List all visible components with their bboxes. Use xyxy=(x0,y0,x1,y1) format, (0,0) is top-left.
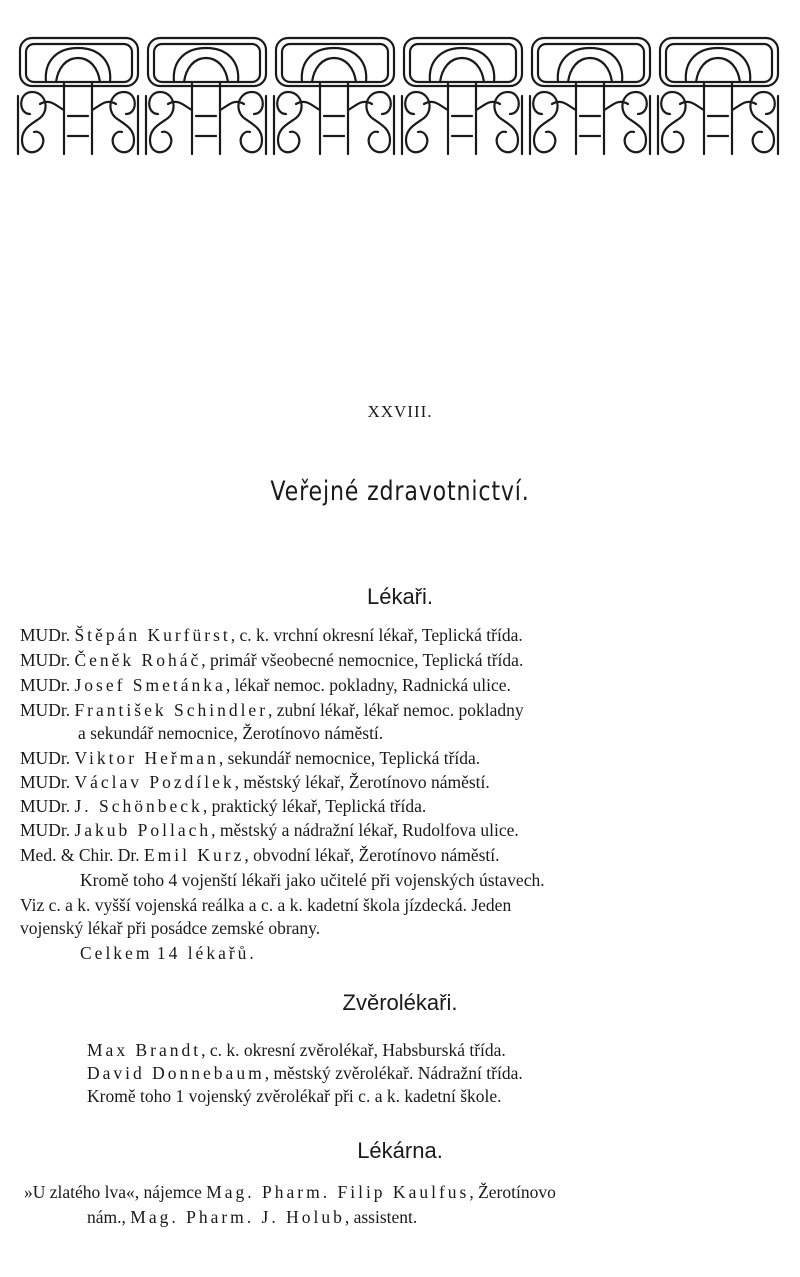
note-line: vojenský lékař při posádce zemské obrany. xyxy=(20,918,321,938)
pharmacy-line: nám., Mag. Pharm. J. Holub, assistent. xyxy=(87,1207,418,1227)
ornament-tile xyxy=(658,38,778,154)
list-item: a sekundář nemocnice, Žerotínovo náměstí. xyxy=(78,723,384,743)
doctors-heading: Lékaři. xyxy=(366,584,434,609)
list-item: MUDr. Václav Pozdílek, městský lékař, Žerotínovo náměstí. xyxy=(20,772,490,792)
list-item: MUDr. Josef Smetánka, lékař nemoc. pokladny, Radnická ulice. xyxy=(20,675,511,695)
chapter-number: XXVIII. xyxy=(367,402,433,421)
ornament-tile xyxy=(402,38,522,154)
list-item: MUDr. J. Schönbeck, praktický lékař, Teplická třída. xyxy=(20,796,427,816)
page-title: Veřejné zdravotnictví. xyxy=(270,476,530,507)
art-nouveau-border xyxy=(16,36,784,160)
ornament-tile xyxy=(530,38,650,154)
ornament-tile xyxy=(274,38,394,154)
list-item: MUDr. Čeněk Roháč, primář všeobecné nemocnice, Teplická třída. xyxy=(20,650,524,670)
ornament-tile xyxy=(146,38,266,154)
list-item: Kromě toho 1 vojenský zvěrolékař při c. a k. kadetní škole. xyxy=(87,1086,502,1106)
note-line: Kromě toho 4 vojenští lékaři jako učitelé při vojenských ústavech. xyxy=(80,870,545,890)
pharmacy-heading: Lékárna. xyxy=(357,1138,443,1163)
ornament-tile xyxy=(18,38,138,154)
vets-heading: Zvěrolékaři. xyxy=(342,990,458,1015)
list-item: David Donnebaum, městský zvěrolékař. Nádražní třída. xyxy=(87,1063,523,1083)
list-item: Med. & Chir. Dr. Emil Kurz, obvodní lékař, Žerotínovo náměstí. xyxy=(20,845,500,865)
list-item: MUDr. Viktor Heřman, sekundář nemocnice, Teplická třída. xyxy=(20,748,481,768)
note-line: Viz c. a k. vyšší vojenská reálka a c. a k. kadetní škola jízdecká. Jeden xyxy=(20,895,512,915)
list-item: MUDr. Štěpán Kurfürst, c. k. vrchní okresní lékař, Teplická třída. xyxy=(20,625,523,645)
list-item: MUDr. František Schindler, zubní lékař, lékař nemoc. pokladny xyxy=(20,700,524,720)
pharmacy-line: »U zlatého lva«, nájemce Mag. Pharm. Filip Kaulfus, Žerotínovo xyxy=(24,1182,556,1202)
total-line: Celkem 14 lékařů. xyxy=(80,943,257,963)
list-item: MUDr. Jakub Pollach, městský a nádražní lékař, Rudolfova ulice. xyxy=(20,820,519,840)
list-item: Max Brandt, c. k. okresní zvěrolékař, Habsburská třída. xyxy=(87,1040,506,1060)
